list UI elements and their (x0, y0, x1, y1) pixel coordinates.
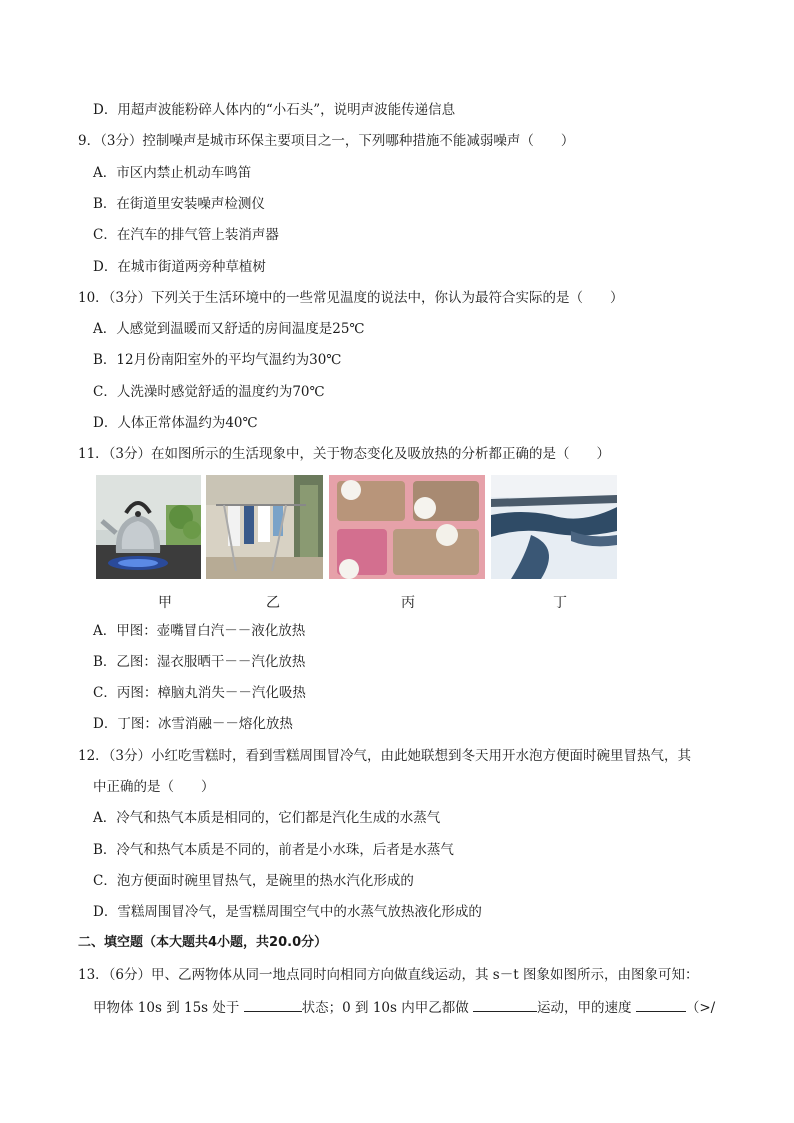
q13-text-d: （>/ (685, 1000, 716, 1016)
q11-option-b: B．乙图：湿衣服晒干－－汽化放热 (93, 654, 306, 670)
q11-option-c: C．丙图：樟脑丸消失－－汽化吸热 (93, 685, 306, 701)
q13-text-c: 运动，甲的速度 (537, 1000, 636, 1016)
q13-blank-2[interactable] (473, 997, 537, 1012)
q13-text-b: 状态；0 到 10s 内甲乙都做 (301, 1000, 474, 1016)
q13-blank-1[interactable] (244, 997, 302, 1012)
section-fill-in-heading: 二、填空题（本大题共4小题，共20.0分） (78, 935, 328, 950)
photo-melting-ice (491, 475, 617, 579)
q9-stem: 9．（3分）控制噪声是城市环保主要项目之一，下列哪种措施不能减弱噪声（ ） (78, 133, 575, 149)
caption-ding: 丁 (553, 595, 567, 611)
q12-option-a: A．冷气和热气本质是相同的，它们都是汽化生成的水蒸气 (93, 810, 441, 826)
q11-option-a: A．甲图：壶嘴冒白汽－－液化放热 (93, 623, 306, 639)
q12-option-b: B．冷气和热气本质是不同的，前者是小水珠，后者是水蒸气 (93, 842, 454, 858)
q13-blank-3[interactable] (636, 997, 686, 1012)
q9-option-c: C．在汽车的排气管上装消声器 (93, 227, 279, 243)
photo-mothballs (329, 475, 485, 579)
q12-option-c: C．泡方便面时碗里冒热气，是碗里的热水汽化形成的 (93, 873, 414, 889)
q10-option-d: D．人体正常体温约为40℃ (93, 415, 258, 431)
q10-option-b: B．12月份南阳室外的平均气温约为30℃ (93, 352, 342, 368)
q11-stem: 11．（3分）在如图所示的生活现象中，关于物态变化及吸放热的分析都正确的是（ ） (78, 446, 611, 462)
q9-option-b: B．在街道里安装噪声检测仪 (93, 196, 265, 212)
q13-stem: 13．（6分）甲、乙两物体从同一地点同时向相同方向做直线运动，其 s－t 图象如图所示，由图象可知： (78, 967, 699, 983)
photo-kettle (96, 475, 201, 579)
q12-stem-line2: 中正确的是（ ） (93, 779, 215, 795)
q9-option-a: A．市区内禁止机动车鸣笛 (93, 165, 252, 181)
q13-text-a: 甲物体 10s 到 15s 处于 (93, 1000, 244, 1016)
q10-stem: 10．（3分）下列关于生活环境中的一些常见温度的说法中，你认为最符合实际的是（ ） (78, 290, 624, 306)
caption-jia: 甲 (158, 595, 172, 611)
q12-option-d: D．雪糕周围冒冷气，是雪糕周围空气中的水蒸气放热液化形成的 (93, 904, 482, 920)
q8-option-d: D．用超声波能粉碎人体内的“小石头”，说明声波能传递信息 (93, 102, 456, 118)
q11-option-d: D．丁图：冰雪消融－－熔化放热 (93, 716, 293, 732)
q10-option-c: C．人洗澡时感觉舒适的温度约为70℃ (93, 384, 325, 400)
caption-bing: 丙 (401, 595, 415, 611)
q13-line2 (93, 997, 715, 1017)
q10-option-a: A．人感觉到温暖而又舒适的房间温度是25℃ (93, 321, 365, 337)
q12-stem-line1: 12．（3分）小红吃雪糕时，看到雪糕周围冒冷气，由此她联想到冬天用开水泡方便面时碗里冒热气，其 (78, 748, 692, 764)
caption-yi: 乙 (266, 595, 280, 611)
q9-option-d: D．在城市街道两旁种草植树 (93, 259, 266, 275)
photo-clothes-rack (206, 475, 323, 579)
